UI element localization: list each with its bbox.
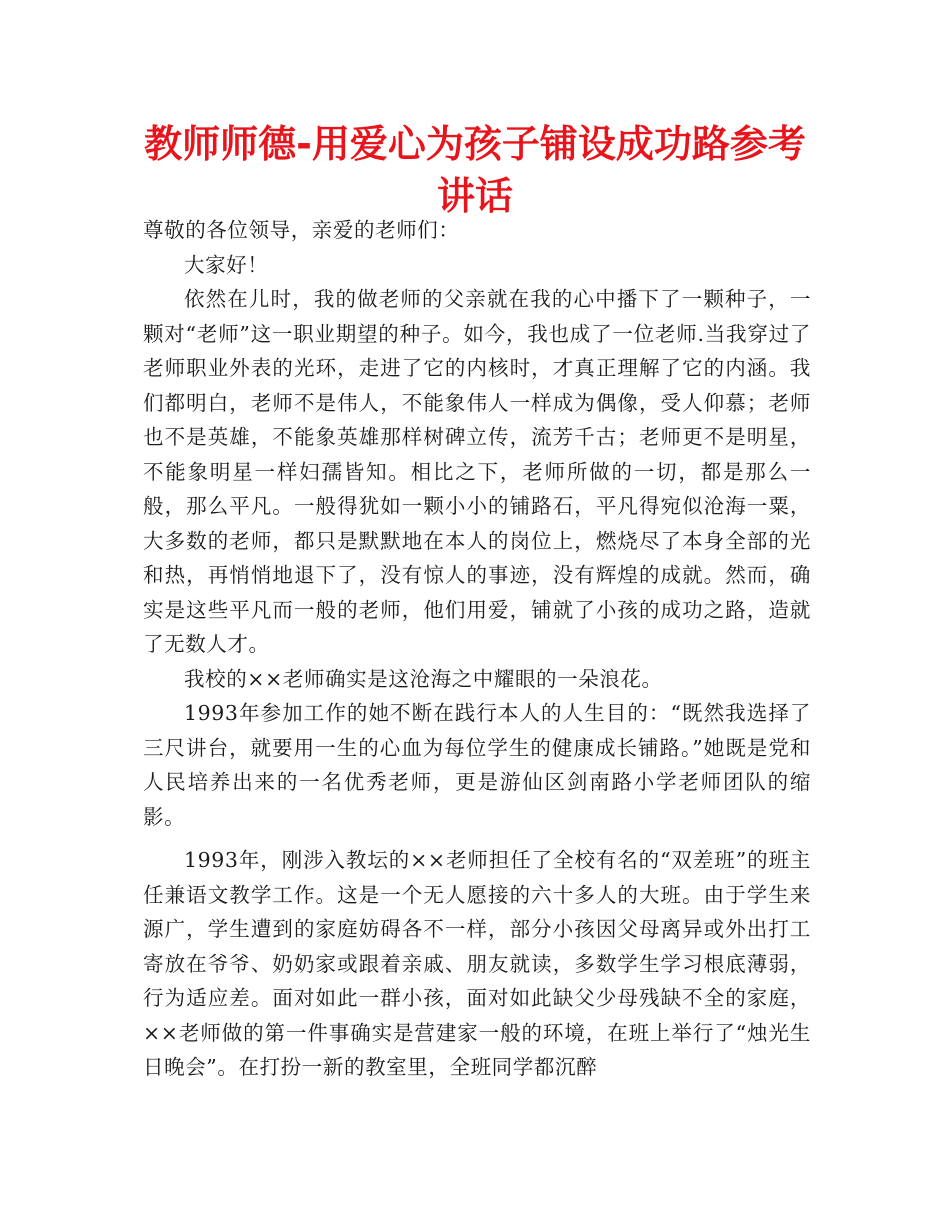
greeting: 大家好！ <box>184 252 269 277</box>
document-title: 教师师德-用爱心为孩子铺设成功路参考讲话 <box>144 122 806 218</box>
paragraph-4: 1993年，刚涉入教坛的××老师担任了全校有名的“双差班”的班主任兼语文教学工作。这是一个无人愿接的六十多人的大班。由于学生来源广，学生遭到的家庭妨碍各不一样，部分小孩因父母离异或外出打工寄放在爷爷、奶奶家或跟着亲戚、朋友就读，多数学生学习根底薄弱，行为适应差。面对如此一群小孩，面对如此缺父少母残缺不全的家庭，××老师做的第一件事确实是营建家一般的环境，在班上举行了“烛光生日晚会”。在打扮一新的教室里，全班同学都沉醉 <box>143 848 811 1079</box>
paragraph-3: 1993年参加工作的她不断在践行本人的人生目的：“既然我选择了三尺讲台，就要用一生的心血为每位学生的健康成长铺路。”她既是党和人民培养出来的一名优秀老师，更是游仙区剑南路小学老师团队的缩影。 <box>143 701 811 829</box>
paragraph-1: 依然在儿时，我的做老师的父亲就在我的心中播下了一颗种子，一颗对“老师”这一职业期望的种子。如今，我也成了一位老师.当我穿过了老师职业外表的光环，走进了它的内核时，才真正理解了它的内涵。我们都明白，老师不是伟人，不能象伟人一样成为偶像，受人仰慕；老师也不是英雄，不能象英雄那样树碑立传，流芳千古；老师更不是明星，不能象明星一样妇孺皆知。相比之下，老师所做的一切，都是那么一般，那么平凡。一般得犹如一颗小小的铺路石，平凡得宛似沧海一粟，大多数的老师，都只是默默地在本人的岗位上，燃烧尽了本身全部的光和热，再悄悄地退下了，没有惊人的事迹，没有辉煌的成就。然而，确实是这些平凡而一般的老师，他们用爱，铺就了小孩的成功之路，造就了无数人才。 <box>143 287 811 656</box>
document-body <box>143 213 811 1085</box>
paragraph-2: 我校的××老师确实是这沧海之中耀眼的一朵浪花。 <box>184 666 663 691</box>
salutation: 尊敬的各位领导，亲爱的老师们： <box>143 218 460 242</box>
